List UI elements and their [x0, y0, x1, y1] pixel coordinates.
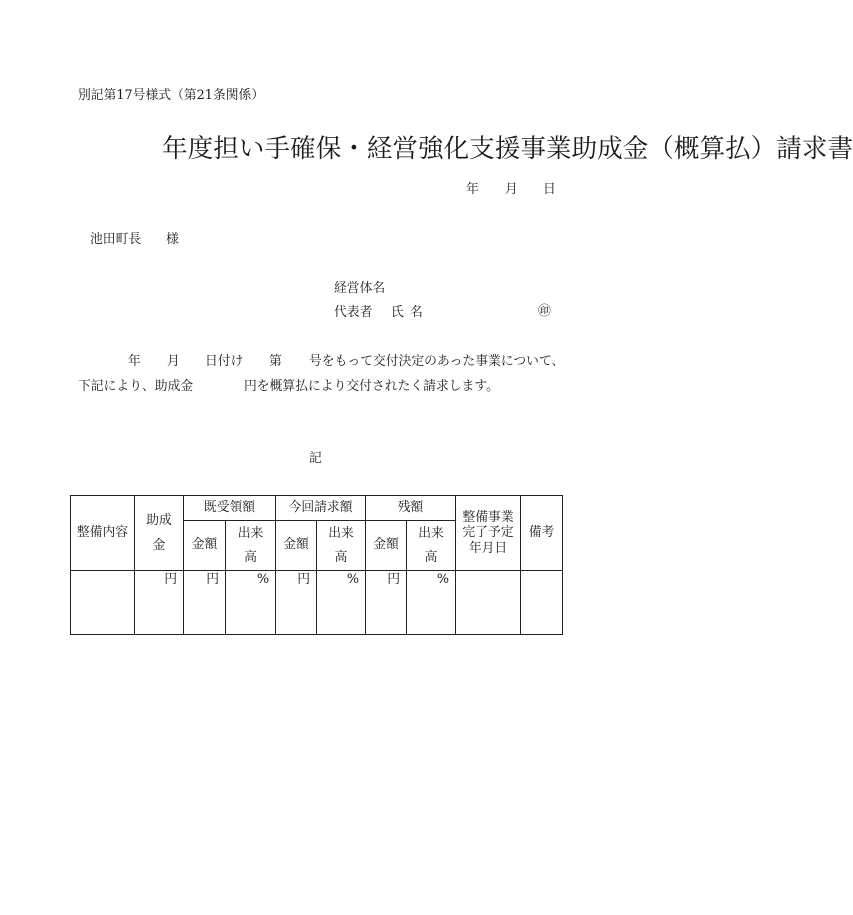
cell-completion-date	[456, 571, 521, 635]
body-line2-text: 円を概算払により交付されたく請求します。	[244, 379, 499, 394]
subheader-remaining-progress-label: 出来高	[418, 525, 444, 565]
form-number: 別記第17号様式（第21条関係）	[78, 88, 265, 103]
cell-received-amount-unit: 円	[184, 571, 226, 635]
header-grant	[135, 496, 184, 571]
cell-received-progress-unit: %	[226, 571, 276, 635]
body-line1-number-prefix: 第	[269, 354, 282, 369]
name-label-first: 氏	[391, 305, 404, 320]
subheader-received-progress	[226, 521, 276, 571]
header-grant-label: 助成金	[146, 513, 172, 553]
subheader-current-amount: 金額	[276, 521, 317, 571]
subheader-received-amount: 金額	[184, 521, 226, 571]
request-table	[70, 495, 563, 635]
date-month-label: 月	[505, 182, 518, 197]
date-year-label: 年	[466, 182, 479, 197]
seal-mark: ㊞	[538, 304, 551, 319]
body-line1-text: 号をもって交付決定のあった事業について、	[309, 354, 565, 369]
cell-remaining-progress-unit: %	[407, 571, 456, 635]
body-line1-month: 月	[167, 354, 180, 369]
representative-label: 代表者	[334, 305, 373, 320]
subheader-received-progress-label: 出来高	[237, 525, 264, 565]
date-day-label: 日	[543, 182, 556, 197]
cell-remarks	[521, 571, 563, 635]
addressee-name: 池田町長	[90, 232, 142, 247]
entity-name-label: 経営体名	[334, 281, 386, 296]
document-title: 年度担い手確保・経営強化支援事業助成金（概算払）請求書	[162, 134, 853, 164]
cell-content	[71, 571, 135, 635]
cell-remaining-amount-unit: 円	[366, 571, 407, 635]
cell-current-amount-unit: 円	[276, 571, 317, 635]
body-line1-year: 年	[128, 354, 141, 369]
note-heading: 記	[309, 451, 322, 466]
table-row	[71, 571, 563, 635]
subheader-remaining-amount: 金額	[366, 521, 407, 571]
header-completion-date	[456, 496, 521, 571]
body-line1-day: 日付け	[205, 354, 244, 369]
header-current-request: 今回請求額	[276, 496, 366, 521]
addressee-honorific: 様	[166, 232, 179, 247]
body-line2-start: 下記により、助成金	[78, 379, 194, 394]
subheader-current-progress	[317, 521, 366, 571]
subheader-current-progress-label: 出来高	[328, 525, 354, 565]
cell-grant-unit: 円	[135, 571, 184, 635]
cell-current-progress-unit: %	[317, 571, 366, 635]
subheader-remaining-progress	[407, 521, 456, 571]
header-remaining: 残額	[366, 496, 456, 521]
name-label-second: 名	[410, 305, 423, 320]
header-content: 整備内容	[71, 496, 135, 571]
header-completion-date-label: 整備事業完了予定年月日	[462, 509, 514, 556]
header-received: 既受領額	[184, 496, 276, 521]
header-remarks: 備考	[521, 496, 563, 571]
table-header-row	[71, 496, 563, 521]
